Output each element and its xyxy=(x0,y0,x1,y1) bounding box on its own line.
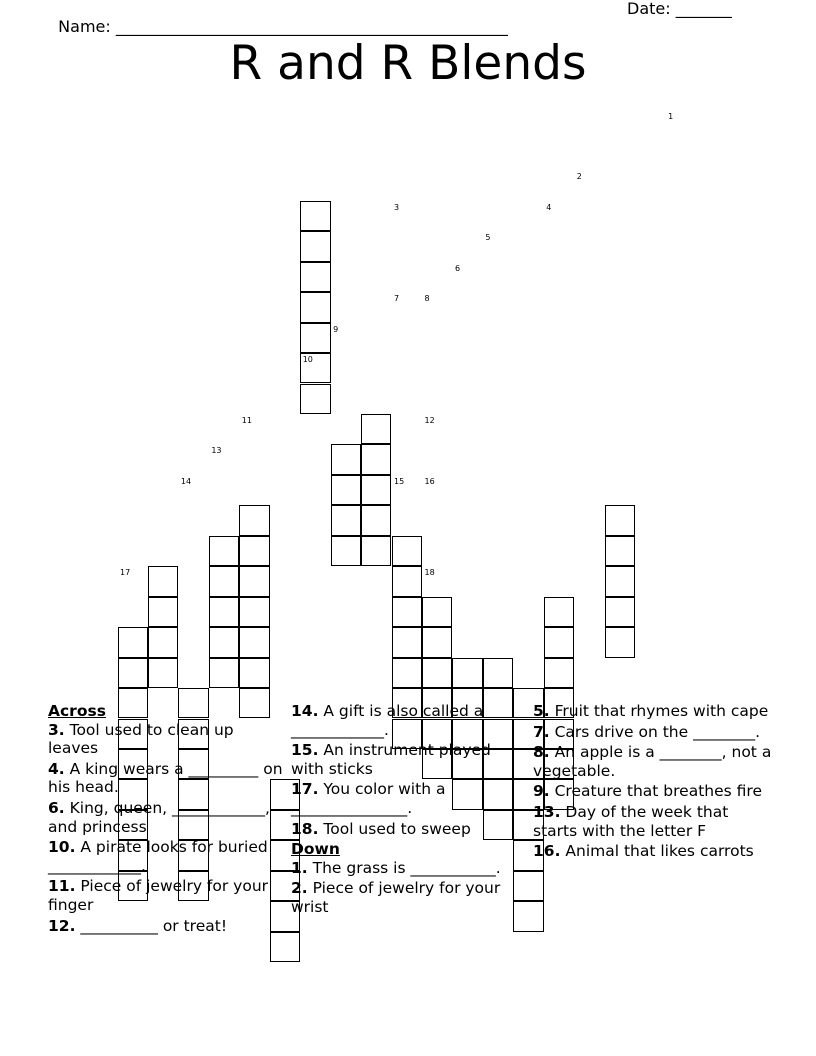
grid-cell[interactable] xyxy=(148,597,178,627)
cell-number: 18 xyxy=(424,568,435,578)
grid-cell[interactable] xyxy=(331,536,361,566)
clue-item xyxy=(533,782,773,801)
grid-cell[interactable] xyxy=(392,566,422,596)
clue-text: Tool used to clean up leaves xyxy=(48,720,234,758)
grid-cell[interactable] xyxy=(300,231,330,261)
grid-cell[interactable] xyxy=(361,505,391,535)
grid-cell[interactable] xyxy=(422,627,452,657)
grid-cell[interactable] xyxy=(422,658,452,688)
clue-number: 6. xyxy=(48,798,65,817)
grid-cell[interactable] xyxy=(422,597,452,627)
clue-item xyxy=(48,799,284,836)
clue-number: 14. xyxy=(291,702,319,720)
cell-number: 8 xyxy=(424,294,430,304)
clue-number: 12. xyxy=(48,916,76,935)
across-heading: Across xyxy=(48,702,106,720)
grid-cell[interactable] xyxy=(392,597,422,627)
cell-number: 16 xyxy=(424,476,435,486)
grid-cell[interactable] xyxy=(300,384,330,414)
clue-item xyxy=(291,859,527,878)
grid-cell[interactable] xyxy=(361,414,391,444)
clue-item xyxy=(533,702,773,721)
clue-number: 1. xyxy=(291,858,308,877)
cell-number: 2 xyxy=(576,172,582,182)
grid-cell[interactable] xyxy=(209,658,239,688)
clue-column-2 xyxy=(291,702,527,919)
clue-text: King, queen, ____________, and princess xyxy=(48,798,270,836)
cell-number: 12 xyxy=(424,416,435,425)
clue-number: 15. xyxy=(291,741,319,760)
clue-text: Piece of jewelry for your finger xyxy=(48,877,269,914)
clue-number: 10. xyxy=(48,838,76,857)
grid-cell[interactable] xyxy=(392,627,422,657)
clue-number: 7. xyxy=(533,722,550,741)
clue-number: 16. xyxy=(533,842,561,861)
clue-text: A gift is also called a ____________. xyxy=(291,702,484,739)
clue-item xyxy=(48,760,284,797)
clue-column-1 xyxy=(48,702,284,937)
clue-item xyxy=(291,820,527,839)
clue-item xyxy=(533,803,773,840)
cell-number: 3 xyxy=(394,202,400,212)
grid-cell[interactable] xyxy=(209,627,239,657)
cell-number: 13 xyxy=(211,446,222,456)
grid-cell[interactable] xyxy=(331,505,361,535)
grid-cell[interactable] xyxy=(331,444,361,474)
grid-cell[interactable] xyxy=(239,505,269,535)
grid-cell[interactable] xyxy=(331,475,361,505)
grid-cell[interactable] xyxy=(239,627,269,657)
grid-cell[interactable] xyxy=(239,566,269,596)
clue-text: An instrument played with sticks xyxy=(291,741,491,778)
clue-text: The grass is ___________. xyxy=(307,858,501,877)
clue-item xyxy=(48,917,284,936)
grid-cell[interactable] xyxy=(392,658,422,688)
down-heading: Down xyxy=(291,840,340,859)
clue-item xyxy=(48,838,284,875)
clue-item xyxy=(533,842,773,861)
grid-cell[interactable] xyxy=(361,475,391,505)
clue-number: 5. xyxy=(533,702,550,720)
grid-cell[interactable] xyxy=(361,536,391,566)
clue-number: 9. xyxy=(533,782,550,801)
clue-number: 11. xyxy=(48,877,76,896)
clue-number: 4. xyxy=(48,759,65,778)
cell-number: 10 xyxy=(302,355,313,365)
grid-cell[interactable] xyxy=(300,292,330,322)
clue-item xyxy=(291,741,527,778)
clue-text: Cars drive on the ________. xyxy=(549,722,760,741)
grid-cell[interactable] xyxy=(605,566,635,596)
clue-item xyxy=(48,721,284,758)
grid-cell[interactable] xyxy=(239,658,269,688)
grid-cell[interactable] xyxy=(605,597,635,627)
grid-cell[interactable] xyxy=(544,597,574,627)
cell-number: 15 xyxy=(394,476,405,486)
clue-number: 17. xyxy=(291,780,319,799)
cell-number: 11 xyxy=(241,416,252,425)
grid-cell[interactable] xyxy=(605,505,635,535)
cell-number: 17 xyxy=(120,568,131,578)
grid-cell[interactable] xyxy=(209,597,239,627)
clue-number: 8. xyxy=(533,743,550,762)
cell-number: 4 xyxy=(546,202,552,212)
grid-cell[interactable] xyxy=(483,658,513,688)
clue-item xyxy=(533,743,773,780)
clue-number: 3. xyxy=(48,720,65,739)
grid-cell[interactable] xyxy=(452,658,482,688)
clue-item xyxy=(48,877,284,914)
cell-number: 5 xyxy=(485,233,491,243)
grid-cell[interactable] xyxy=(148,627,178,657)
grid-cell[interactable] xyxy=(544,627,574,657)
clue-number: 18. xyxy=(291,819,319,838)
grid-cell[interactable] xyxy=(300,201,330,231)
grid-cell[interactable] xyxy=(392,536,422,566)
clue-number: 13. xyxy=(533,802,561,821)
clue-text: __________ or treat! xyxy=(75,916,228,935)
clue-text: Creature that breathes fire xyxy=(549,782,762,801)
cell-number: 14 xyxy=(180,476,192,486)
grid-cell[interactable] xyxy=(605,536,635,566)
clue-text: Piece of jewelry for your wrist xyxy=(291,879,501,916)
grid-cell[interactable] xyxy=(148,566,178,596)
name-field[interactable]: Name: _________________________________________________ xyxy=(58,17,508,36)
grid-cell[interactable] xyxy=(239,597,269,627)
cell-number: 6 xyxy=(454,263,461,273)
grid-cell[interactable] xyxy=(239,536,269,566)
cell-number: 7 xyxy=(394,294,400,304)
grid-cell[interactable] xyxy=(118,627,148,657)
clue-item xyxy=(533,723,773,742)
clue-text: You color with a _______________. xyxy=(291,780,446,817)
clue-text: An apple is a ________, not a vegetable. xyxy=(533,743,772,780)
cell-number: 1 xyxy=(668,111,674,121)
clue-text: A pirate looks for buried ____________. xyxy=(48,838,268,875)
date-field[interactable]: Date: _______ xyxy=(627,0,732,18)
grid-cell[interactable] xyxy=(361,444,391,474)
cell-number: 9 xyxy=(333,324,339,334)
grid-cell[interactable] xyxy=(300,262,330,292)
clue-text: Day of the week that starts with the letter F xyxy=(533,802,729,840)
clue-text: Animal that likes carrots xyxy=(560,842,754,861)
grid-cell[interactable] xyxy=(605,627,635,657)
grid-cell[interactable] xyxy=(300,323,330,353)
clue-column-3 xyxy=(533,702,773,863)
clue-item xyxy=(291,780,527,817)
clue-item xyxy=(291,702,527,739)
puzzle-title: R and R Blends xyxy=(229,36,587,91)
grid-cell[interactable] xyxy=(118,658,148,688)
grid-cell[interactable] xyxy=(148,658,178,688)
clue-text: Tool used to sweep xyxy=(318,819,471,838)
clue-text: Fruit that rhymes with cape xyxy=(549,702,769,720)
grid-cell[interactable] xyxy=(209,536,239,566)
clue-number: 2. xyxy=(291,879,308,898)
clue-text: A king wears a _________ on his head. xyxy=(48,759,283,797)
clue-item xyxy=(291,879,527,916)
grid-cell[interactable] xyxy=(209,566,239,596)
grid-cell[interactable] xyxy=(544,658,574,688)
